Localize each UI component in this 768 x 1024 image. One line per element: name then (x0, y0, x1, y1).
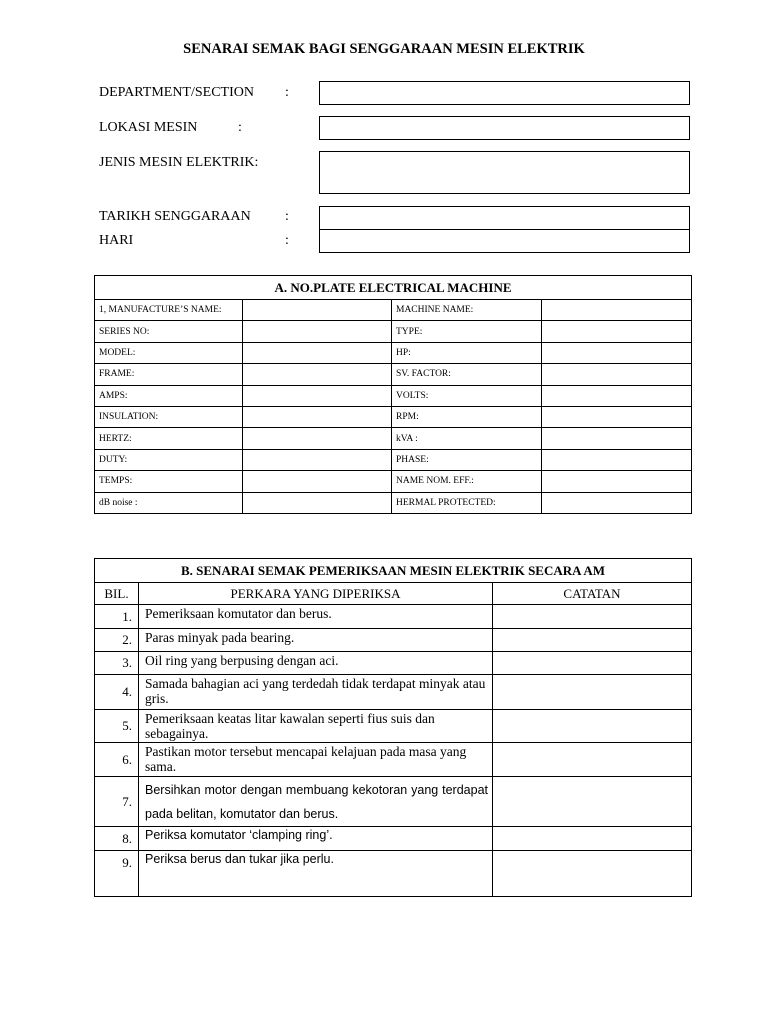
nameplate-label: TEMPS: (95, 471, 243, 492)
table-row (95, 827, 692, 851)
table-row (95, 449, 692, 470)
nameplate-label: INSULATION: (95, 406, 243, 427)
tarikh-colon: : (285, 209, 289, 224)
nameplate-value-cell[interactable] (243, 321, 392, 342)
table-row (95, 743, 692, 777)
lokasi-mesin-label: LOKASI MESIN (99, 120, 198, 135)
nameplate-value-cell[interactable] (243, 385, 392, 406)
nameplate-label: kVA : (392, 428, 542, 449)
table-row (95, 629, 692, 652)
nameplate-label: SERIES NO: (95, 321, 243, 342)
tarikh-label: TARIKH SENGGARAAN (99, 209, 251, 224)
nameplate-value-cell[interactable] (542, 385, 692, 406)
column-header-bil: BIL. (95, 583, 139, 605)
nameplate-label: FRAME: (95, 364, 243, 385)
catatan-cell[interactable] (493, 652, 692, 675)
column-header-perkara: PERKARA YANG DIPERIKSA (139, 583, 493, 605)
nameplate-label: RPM: (392, 406, 542, 427)
nameplate-value-cell[interactable] (542, 342, 692, 363)
nameplate-label: AMPS: (95, 385, 243, 406)
column-header-catatan: CATATAN (493, 583, 692, 605)
item-number: 2. (95, 629, 139, 652)
table-row (95, 851, 692, 897)
nameplate-value-cell[interactable] (542, 364, 692, 385)
hari-colon: : (285, 233, 289, 248)
nameplate-label: 1, MANUFACTURE’S NAME: (95, 300, 243, 321)
department-colon: : (285, 85, 289, 100)
table-row (95, 385, 692, 406)
catatan-cell[interactable] (493, 675, 692, 710)
nameplate-label: PHASE: (392, 449, 542, 470)
nameplate-value-cell[interactable] (542, 492, 692, 513)
item-text: Periksa komutator ‘clamping ring’. (139, 827, 493, 851)
nameplate-label: SV. FACTOR: (392, 364, 542, 385)
lokasi-mesin-colon: : (238, 120, 242, 135)
nameplate-label: DUTY: (95, 449, 243, 470)
nameplate-value-cell[interactable] (542, 428, 692, 449)
item-text: Pastikan motor tersebut mencapai kelajuan pada masa yang sama. (139, 743, 493, 777)
item-number: 4. (95, 675, 139, 710)
nameplate-value-cell[interactable] (243, 406, 392, 427)
nameplate-label: TYPE: (392, 321, 542, 342)
nameplate-value-cell[interactable] (243, 449, 392, 470)
item-number: 5. (95, 710, 139, 743)
table-row (95, 605, 692, 629)
nameplate-label: NAME NOM. EFF.: (392, 471, 542, 492)
table-row (95, 364, 692, 385)
table-row (95, 321, 692, 342)
catatan-cell[interactable] (493, 605, 692, 629)
department-label: DEPARTMENT/SECTION (99, 85, 254, 100)
item-number: 1. (95, 605, 139, 629)
table-row (95, 675, 692, 710)
catatan-cell[interactable] (493, 629, 692, 652)
nameplate-label: HERTZ: (95, 428, 243, 449)
table-row (95, 710, 692, 743)
table-row (95, 342, 692, 363)
catatan-cell[interactable] (493, 851, 692, 897)
item-number: 7. (95, 777, 139, 827)
nameplate-label: MODEL: (95, 342, 243, 363)
jenis-mesin-field[interactable] (319, 151, 690, 194)
section-a-title: A. NO.PLATE ELECTRICAL MACHINE (95, 276, 692, 300)
lokasi-mesin-field[interactable] (319, 116, 690, 140)
nameplate-value-cell[interactable] (542, 471, 692, 492)
document-title: SENARAI SEMAK BAGI SENGGARAAN MESIN ELEKTRIK (183, 41, 585, 57)
nameplate-value-cell[interactable] (542, 321, 692, 342)
nameplate-label: MACHINE NAME: (392, 300, 542, 321)
item-number: 9. (95, 851, 139, 897)
section-b-title: B. SENARAI SEMAK PEMERIKSAAN MESIN ELEKTRIK SECARA AM (95, 559, 692, 583)
nameplate-value-cell[interactable] (243, 342, 392, 363)
nameplate-value-cell[interactable] (542, 406, 692, 427)
nameplate-value-cell[interactable] (542, 300, 692, 321)
nameplate-value-cell[interactable] (542, 449, 692, 470)
nameplate-table (94, 275, 692, 514)
catatan-cell[interactable] (493, 777, 692, 827)
catatan-cell[interactable] (493, 710, 692, 743)
hari-label: HARI (99, 233, 134, 248)
item-number: 8. (95, 827, 139, 851)
item-number: 3. (95, 652, 139, 675)
nameplate-label: HP: (392, 342, 542, 363)
jenis-mesin-label: JENIS MESIN ELEKTRIK: (99, 155, 259, 170)
department-field[interactable] (319, 81, 690, 105)
nameplate-value-cell[interactable] (243, 471, 392, 492)
item-text: Oil ring yang berpusing dengan aci. (139, 652, 493, 675)
item-text: Periksa berus dan tukar jika perlu. (139, 851, 493, 897)
table-row (95, 471, 692, 492)
tarikh-field[interactable] (319, 206, 690, 230)
item-text: Samada bahagian aci yang terdedah tidak terdapat minyak atau gris. (139, 675, 493, 710)
item-text: Pemeriksaan keatas litar kawalan seperti fius suis dan sebagainya. (139, 710, 493, 743)
nameplate-value-cell[interactable] (243, 492, 392, 513)
table-row (95, 652, 692, 675)
catatan-cell[interactable] (493, 743, 692, 777)
table-row (95, 428, 692, 449)
table-row (95, 777, 692, 827)
nameplate-label: HERMAL PROTECTED: (392, 492, 542, 513)
nameplate-value-cell[interactable] (243, 364, 392, 385)
item-number: 6. (95, 743, 139, 777)
item-text: Paras minyak pada bearing. (139, 629, 493, 652)
hari-field[interactable] (319, 229, 690, 253)
table-row (95, 406, 692, 427)
checklist-table (94, 558, 692, 897)
table-row (95, 492, 692, 513)
nameplate-value-cell[interactable] (243, 300, 392, 321)
nameplate-label: dB noise : (95, 492, 243, 513)
checklist-header-row (95, 583, 692, 605)
nameplate-value-cell[interactable] (243, 428, 392, 449)
item-text: Pemeriksaan komutator dan berus. (139, 605, 493, 629)
item-text: Bersihkan motor dengan membuang kekotoran yang terdapat pada belitan, komutator dan berus. (139, 777, 493, 827)
table-row (95, 300, 692, 321)
catatan-cell[interactable] (493, 827, 692, 851)
nameplate-label: VOLTS: (392, 385, 542, 406)
